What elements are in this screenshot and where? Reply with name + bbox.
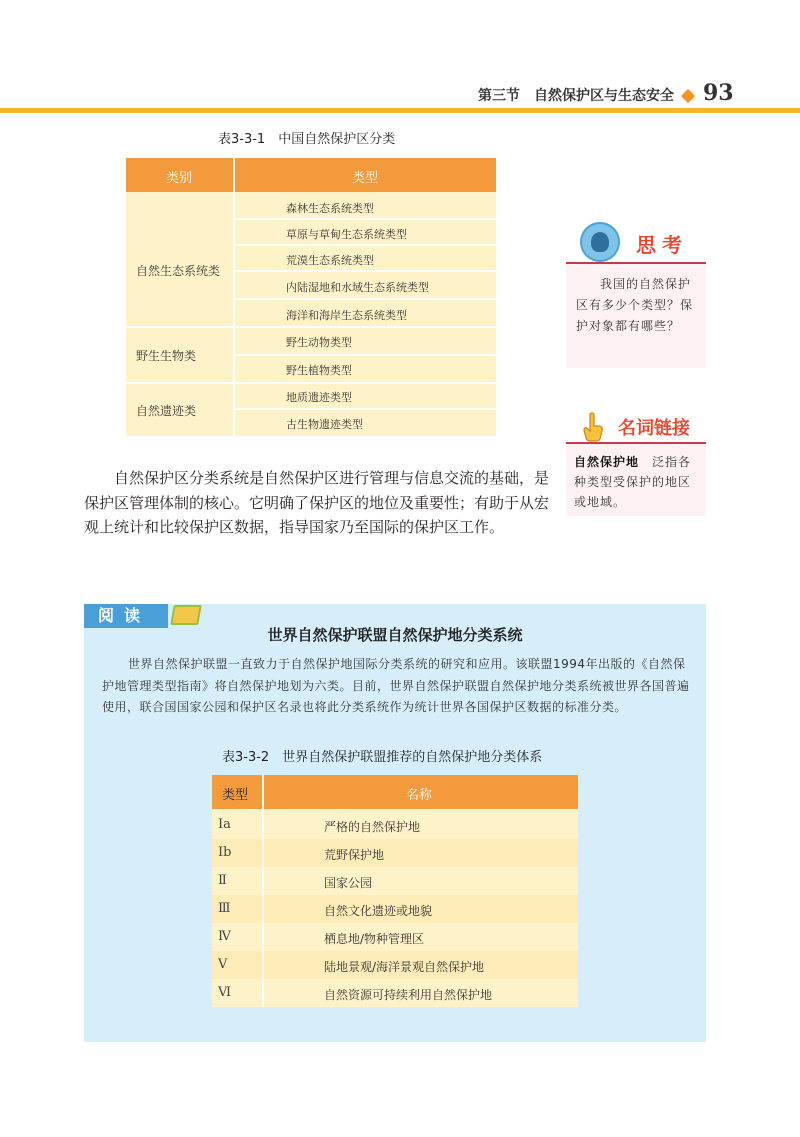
table2-name: 国家公园 [324, 876, 373, 890]
body-paragraph: 自然保护区分类系统是自然保护区进行管理与信息交流的基础，是保护区管理体制的核心。它明确了保护区的地位及重要性；有助于从宏观上统计和比较保护区数据，指导国家乃至国际的保护区工作。 [84, 469, 550, 536]
table-row [212, 979, 578, 1007]
table1-divider [233, 158, 235, 436]
table-row [212, 839, 578, 867]
term-word: 自然保护地 [574, 455, 640, 469]
table1-category: 野生生物类 [136, 349, 197, 363]
table2-name: 严格的自然保护地 [324, 820, 421, 834]
table2-divider [262, 775, 264, 1007]
table1-type: 野生动物类型 [286, 336, 352, 349]
think-text: 我国的自然保护区有多少个类型？保护对象都有哪些？ [576, 277, 694, 333]
table1-row-line [235, 298, 496, 300]
table1-col-type: 类型 [352, 171, 379, 186]
table1-type: 内陆湿地和水域生态系统类型 [286, 281, 429, 294]
table2-name: 陆地景观/海洋景观自然保护地 [324, 960, 485, 974]
table2-name: 荒野保护地 [324, 848, 385, 862]
brain-gear-icon [580, 222, 620, 262]
table1-header [126, 158, 496, 192]
table-row [212, 923, 578, 951]
table1-type: 草原与草甸生态系统类型 [286, 228, 407, 241]
reading-tab: 阅读 [84, 604, 168, 628]
table1-type: 地质遗迹类型 [286, 391, 352, 404]
table1-caption: 表3-3-1 中国自然保护区分类 [218, 132, 396, 147]
table1-row-line [235, 270, 496, 272]
table1-type: 森林生态系统类型 [286, 202, 374, 215]
table2-col-name: 名称 [406, 788, 433, 803]
table2-header [212, 775, 578, 809]
diamond-icon [681, 89, 695, 103]
think-box [566, 262, 706, 368]
table2-caption: 表3-3-2 世界自然保护联盟推荐的自然保护地分类体系 [222, 750, 543, 765]
think-title: 思考 [636, 233, 688, 257]
table1-row-line [235, 218, 496, 220]
table1-group-line [126, 382, 496, 384]
table1-type: 荒漠生态系统类型 [286, 254, 374, 267]
table2-type: Ⅲ [218, 901, 231, 916]
iucn-category-table [212, 775, 578, 1007]
table-row [212, 867, 578, 895]
book-icon [170, 605, 202, 625]
table-row [212, 895, 578, 923]
table2-name: 自然文化遗迹或地貌 [324, 904, 433, 918]
table1-type: 海洋和海岸生态系统类型 [286, 309, 407, 322]
reading-paragraph: 世界自然保护联盟一直致力于自然保护地国际分类系统的研究和应用。该联盟1994年出版的《自然保护地管理类型指南》将自然保护地划为六类。目前，世界自然保护联盟自然保护地分类系统被世界各国普遍使用，联合国国家公园和保护区名录也将此分类系统作为统计世界各国保护区数据的标准分类。 [102, 657, 690, 714]
table1-group-line [126, 326, 496, 328]
table-row [212, 951, 578, 979]
table1-type: 古生物遗迹类型 [286, 418, 363, 431]
table1-row-line [235, 408, 496, 410]
table1-row-line [235, 354, 496, 356]
table2-name: 自然资源可持续利用自然保护地 [324, 988, 493, 1002]
table2-type: Ⅰb [218, 845, 232, 860]
table2-type: Ⅱ [218, 873, 227, 888]
table2-type: Ⅳ [218, 929, 231, 944]
table1-col-category: 类别 [166, 171, 193, 186]
table2-col-type: 类型 [222, 788, 249, 803]
table2-name: 栖息地/物种管理区 [324, 932, 425, 946]
table-row [212, 811, 578, 839]
table1-type: 野生植物类型 [286, 364, 352, 377]
table2-type: Ⅵ [218, 985, 232, 1000]
term-definition [574, 452, 702, 512]
table2-type: Ⅰa [218, 817, 231, 832]
table1-category: 自然生态系统类 [136, 264, 221, 278]
reading-title: 世界自然保护联盟自然保护地分类系统 [267, 626, 523, 644]
header-rule [0, 108, 800, 113]
table2-type: Ⅴ [218, 957, 228, 972]
protected-area-table [126, 158, 496, 436]
term-link-title: 名词链接 [618, 418, 690, 439]
section-header: 第三节 自然保护区与生态安全 [478, 88, 674, 104]
page-number: 93 [703, 80, 734, 106]
term-text: 泛指各种类型受保护的地区或地域。 [574, 455, 692, 509]
pointing-hand-icon [582, 412, 604, 442]
table1-row-line [235, 244, 496, 246]
table1-category: 自然遗迹类 [136, 404, 197, 418]
term-box [566, 444, 706, 516]
